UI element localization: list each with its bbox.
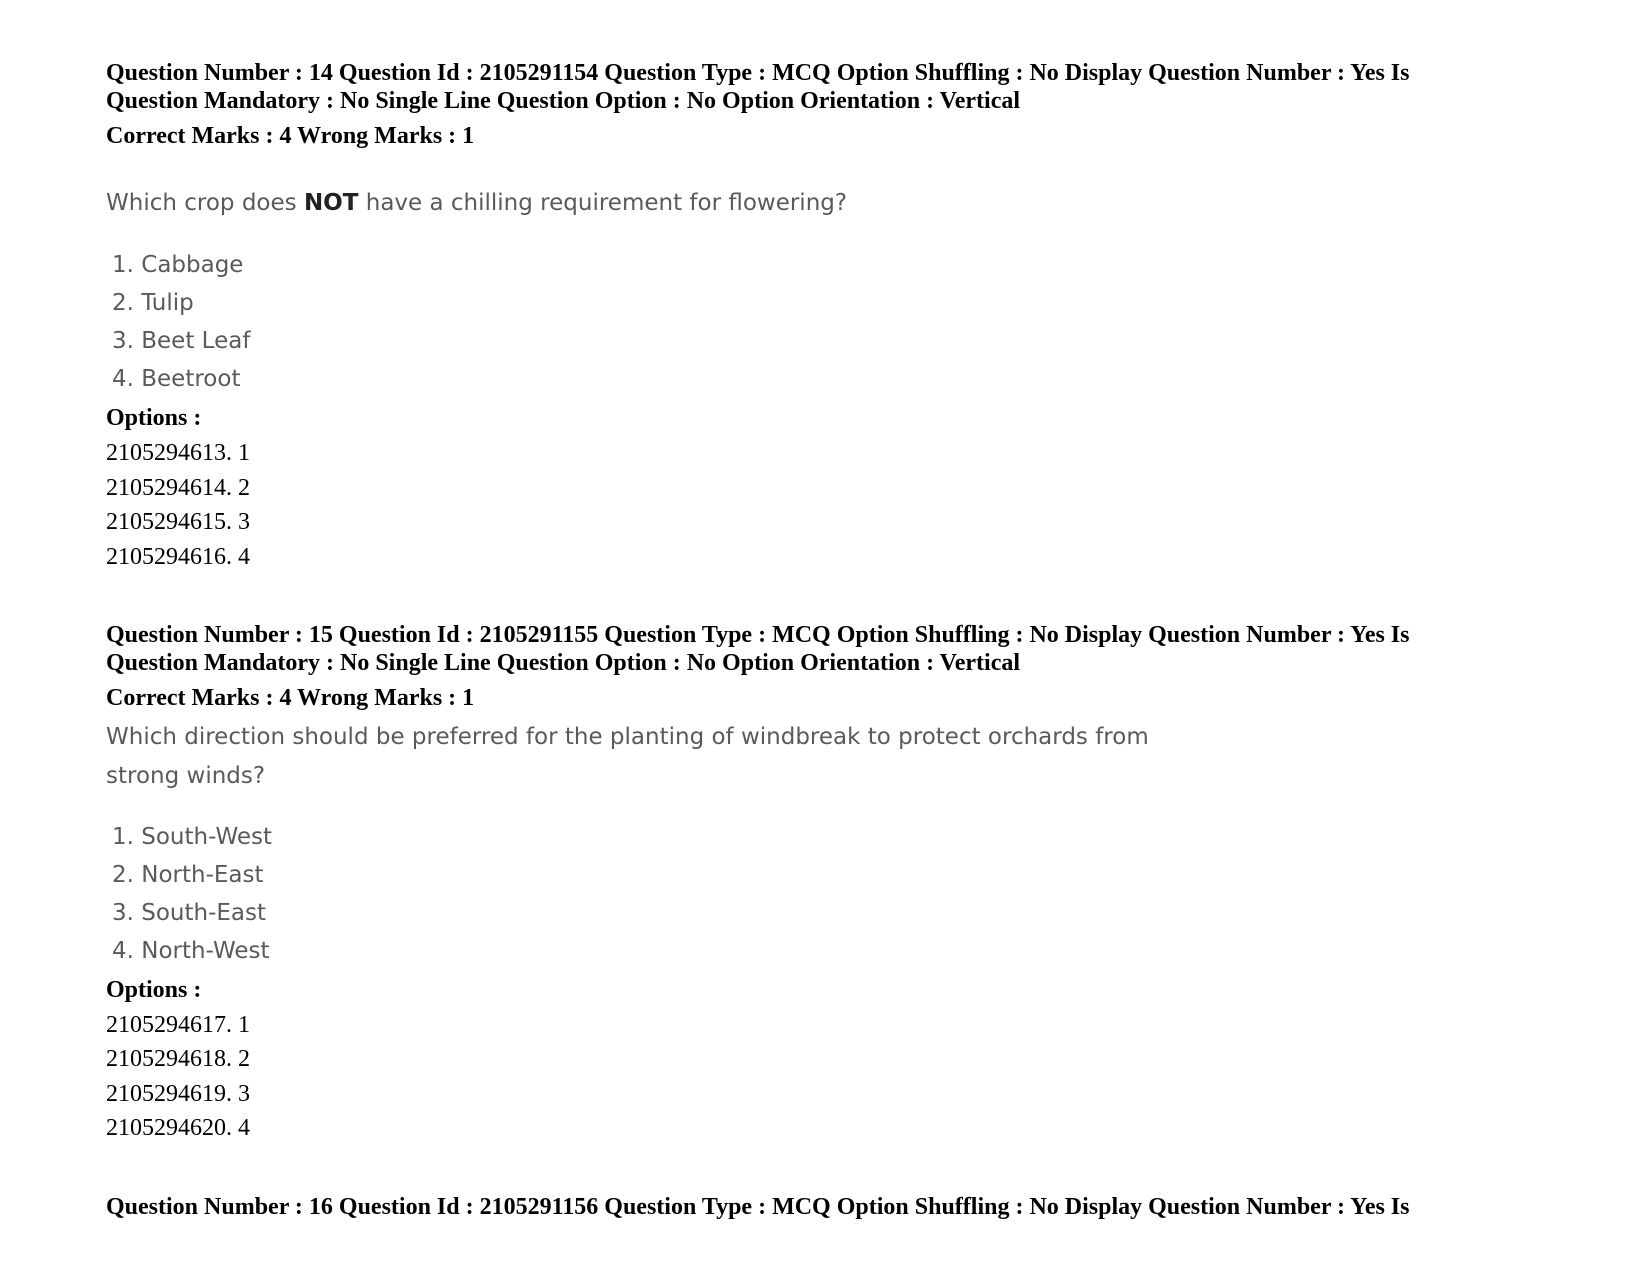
answer-choice: 2. Tulip — [112, 290, 194, 316]
option-id: 2105294613. 1 — [106, 440, 250, 466]
question-text: Which direction should be preferred for the planting of windbreak to protect orchards from — [106, 724, 1149, 750]
question-marks: Correct Marks : 4 Wrong Marks : 1 — [106, 123, 475, 149]
question-meta-line: Question Mandatory : No Single Line Question Option : No Option Orientation : Vertical — [106, 650, 1021, 676]
answer-choice: 1. South-West — [112, 824, 273, 850]
question-text: Which crop does NOT have a chilling requirement for flowering? — [106, 190, 848, 216]
question-meta-line: Question Number : 16 Question Id : 2105291156 Question Type : MCQ Option Shuffling : No Display Question Number : Yes Is — [106, 1194, 1410, 1220]
question-text: strong winds? — [106, 763, 266, 789]
option-id: 2105294615. 3 — [106, 509, 250, 535]
options-label: Options : — [106, 977, 202, 1003]
answer-choice: 4. Beetroot — [112, 366, 241, 392]
option-id: 2105294614. 2 — [106, 475, 250, 501]
question-meta-line: Question Number : 14 Question Id : 2105291154 Question Type : MCQ Option Shuffling : No Display Question Number : Yes Is — [106, 60, 1410, 86]
question-meta-line: Question Number : 15 Question Id : 2105291155 Question Type : MCQ Option Shuffling : No Display Question Number : Yes Is — [106, 622, 1410, 648]
option-id: 2105294616. 4 — [106, 544, 250, 570]
answer-choice: 4. North-West — [112, 938, 270, 964]
question-meta-line: Question Mandatory : No Single Line Question Option : No Option Orientation : Vertical — [106, 88, 1021, 114]
options-label: Options : — [106, 405, 202, 431]
answer-choice: 2. North-East — [112, 862, 264, 888]
answer-choice: 1. Cabbage — [112, 252, 244, 278]
question-text-emphasis: NOT — [303, 190, 359, 216]
answer-choice: 3. South-East — [112, 900, 267, 926]
option-id: 2105294619. 3 — [106, 1081, 250, 1107]
option-id: 2105294620. 4 — [106, 1115, 250, 1141]
question-marks: Correct Marks : 4 Wrong Marks : 1 — [106, 685, 475, 711]
option-id: 2105294617. 1 — [106, 1012, 250, 1038]
option-id: 2105294618. 2 — [106, 1046, 250, 1072]
answer-choice: 3. Beet Leaf — [112, 328, 251, 354]
